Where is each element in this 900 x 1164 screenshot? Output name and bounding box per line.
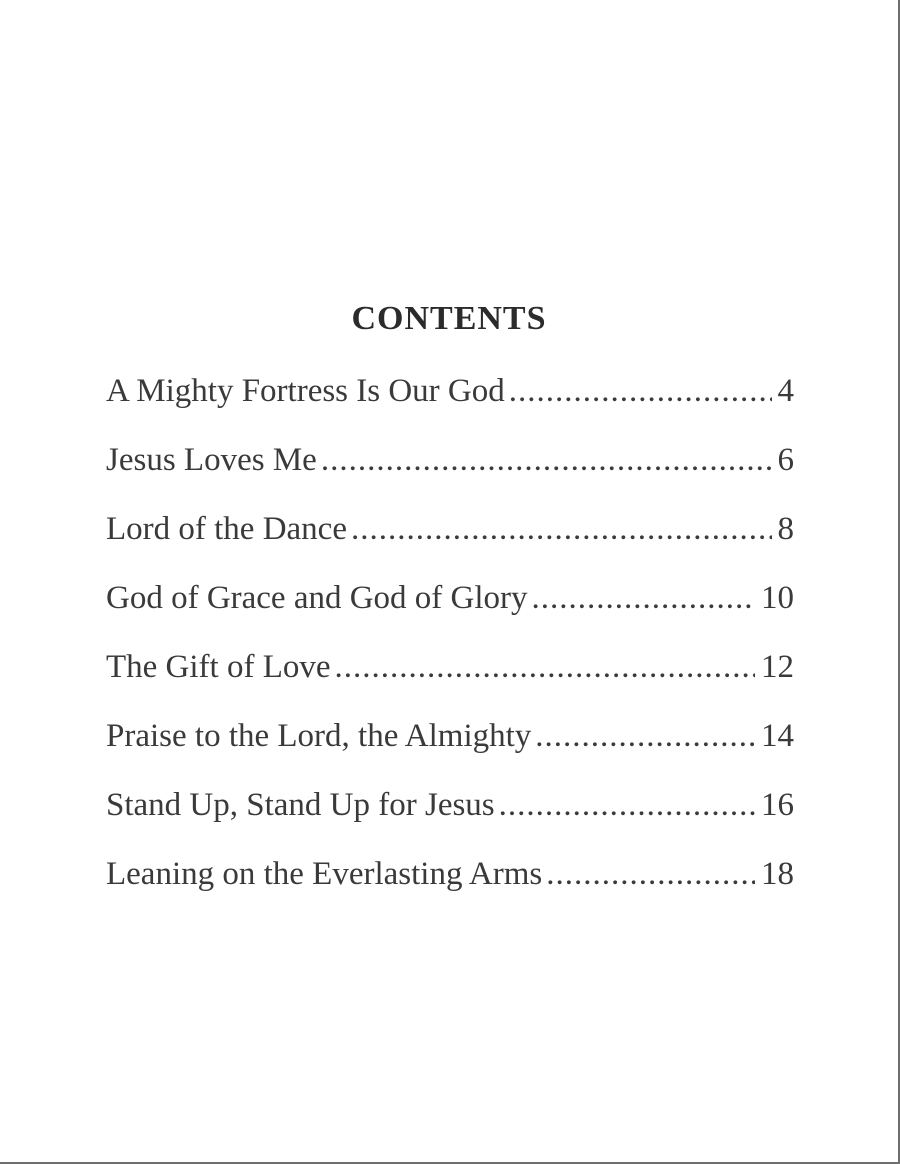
toc-entry — [106, 851, 794, 920]
toc-entry — [106, 437, 794, 506]
dot-leader — [546, 851, 755, 897]
toc-entry-page-number: 10 — [761, 580, 794, 616]
toc-entry-title: God of Grace and God of Glory — [106, 580, 528, 616]
toc-entry-page-number: 16 — [761, 787, 794, 823]
toc-entry — [106, 575, 794, 644]
toc-entry-page-number: 12 — [761, 649, 794, 685]
dot-leader — [351, 506, 772, 552]
toc-entry — [106, 782, 794, 851]
dot-leader — [532, 575, 755, 621]
toc-entry-title: Jesus Loves Me — [106, 442, 317, 478]
toc-entry-page-number: 4 — [777, 373, 794, 409]
toc-entry — [106, 368, 794, 437]
toc-entry-page-number: 8 — [777, 511, 794, 547]
toc-entry-title: Leaning on the Everlasting Arms — [106, 856, 543, 892]
toc-entry-page-number: 14 — [761, 718, 794, 754]
dot-leader — [535, 713, 755, 759]
contents-heading: CONTENTS — [351, 300, 547, 337]
dot-leader — [321, 437, 772, 483]
toc-entry-title: Praise to the Lord, the Almighty — [106, 718, 532, 754]
toc-entry-title: Stand Up, Stand Up for Jesus — [106, 787, 495, 823]
toc-entry — [106, 713, 794, 782]
toc-entry-title: A Mighty Fortress Is Our God — [106, 373, 505, 409]
table-of-contents — [106, 368, 794, 920]
dot-leader — [335, 644, 755, 690]
dot-leader — [499, 782, 755, 828]
toc-entry-page-number: 6 — [777, 442, 794, 478]
toc-entry — [106, 644, 794, 713]
toc-entry-page-number: 18 — [761, 856, 794, 892]
toc-entry-title: Lord of the Dance — [106, 511, 347, 547]
dot-leader — [509, 368, 772, 414]
toc-entry — [106, 506, 794, 575]
toc-entry-title: The Gift of Love — [106, 649, 331, 685]
